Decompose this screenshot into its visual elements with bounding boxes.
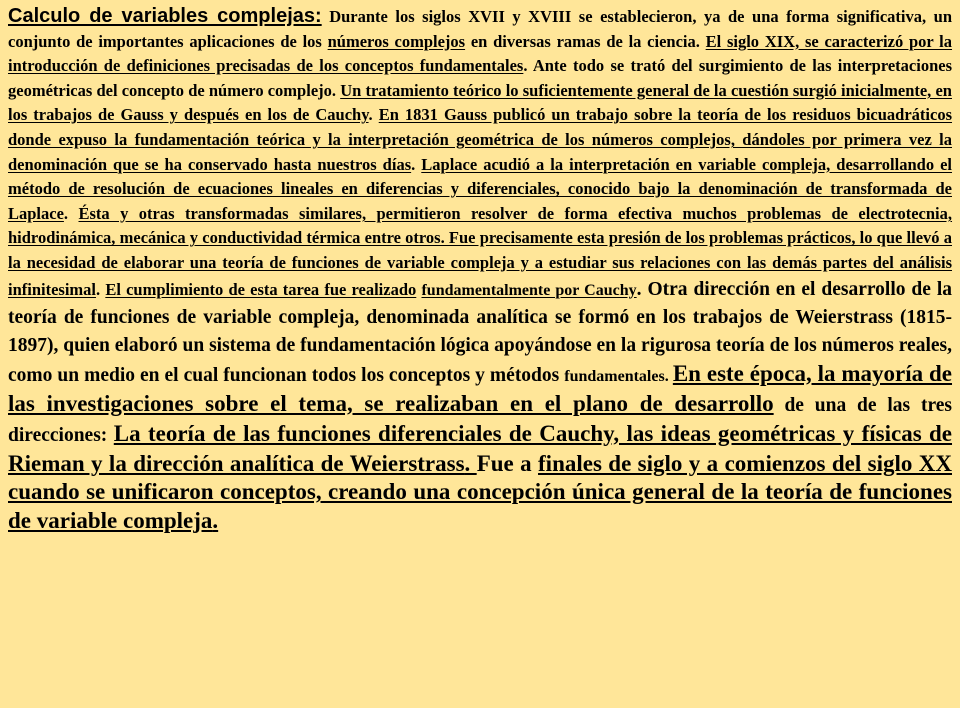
text-run: . [63, 203, 79, 223]
body-paragraph [8, 4, 952, 535]
underlined-run: . [212, 507, 219, 533]
underlined-run: finales de siglo y a comienzos del siglo XX cuando se unificaron conceptos, creando una concepción única general de la teoría de funciones de variable compleja [8, 450, 952, 533]
text-run: . [368, 105, 379, 125]
text-run: Fue a [476, 450, 539, 476]
text-run: . [411, 154, 422, 174]
text-run: . [636, 278, 648, 300]
underlined-run: El siglo XIX, se caracterizó por la introducción de definiciones precisadas de los conceptos fundamentales [8, 31, 953, 76]
underlined-run: Laplace acudió a la interpretación en variable compleja, desarrollando el método de resolución de ecuaciones lineales en diferencias y diferenciales, conocido bajo la denominación de transformada de Laplace [8, 154, 953, 223]
underlined-run: En 1831 Gauss publicó un trabajo sobre la teoría de los residuos bicuadráticos donde expuso la fundamentación teórica y la interpretación geométrica de los números complejos, dándoles por primera vez la denominación que se ha conservado hasta nuestros días [8, 105, 953, 174]
underlined-run: números complejos [327, 31, 466, 51]
text-run: . [96, 279, 106, 299]
document-title: Calculo de variables complejas: [8, 5, 322, 27]
text-run: Durante los siglos XVII y XVIII se establecieron, ya de una forma significativa, un conjunto de importantes aplicaciones de los [8, 7, 953, 51]
text-run: Otra dirección en el desarrollo de la teoría de funciones de variable compleja, denominada analítica se formó en los trabajos de Weierstrass (1815-1897), quien elaboró un sistema de fundamentación lógica apoyándose en la rigurosa teoría de los números reales, como un medio en el cual funcionan todos los conceptos y métodos [8, 278, 953, 386]
text-run: en diversas ramas de la ciencia. [465, 31, 706, 51]
underlined-run: Ésta y otras transformadas similares, permitieron resolver de forma efectiva muchos problemas de electrotecnia, hidrodinámica, mecánica y conductividad térmica entre otros. Fue precisamente esta presión de los problemas prácticos, lo que llevó a la necesidad de elaborar una teoría de funciones de variable compleja y a estudiar sus relaciones con las demás partes del análisis infinitesimal [8, 203, 953, 299]
underlined-run: En este época, la mayoría de las investigaciones sobre el tema, se realizaban en el plano de desarrollo [8, 360, 953, 416]
text-run: de una de las tres direcciones: [8, 394, 952, 446]
text-run: . Ante todo se trató del surgimiento de las interpretaciones geométricas del concepto de número complejo. [8, 56, 953, 100]
underlined-run: . [464, 450, 477, 476]
underlined-run: fundamentalmente por Cauchy [421, 281, 637, 299]
underlined-run: La teoría de las funciones diferenciales de Cauchy, las ideas geométricas y físicas de Rieman y la dirección analítica de Weierstrass [8, 420, 953, 476]
underlined-run: Un tratamiento teórico lo suficientemente general de la cuestión surgió inicialmente, en los trabajos de Gauss y después en los de Cauchy [8, 80, 952, 125]
underlined-run: El cumplimiento de esta tarea fue realizado [105, 279, 417, 299]
text-run: fundamentales. [564, 367, 673, 385]
